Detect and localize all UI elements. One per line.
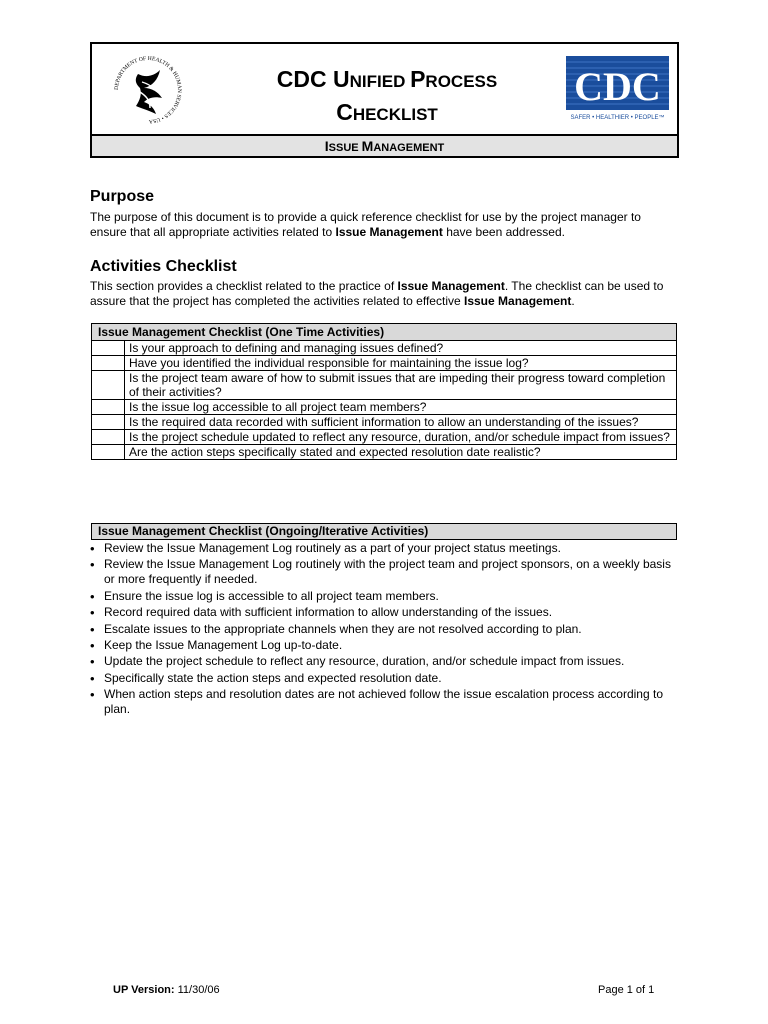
cdc-tagline: SAFER • HEALTHIER • PEOPLE™ xyxy=(570,115,665,121)
table-row xyxy=(92,371,677,400)
document-header xyxy=(90,42,679,158)
checklist-item: Is the issue log accessible to all project team members? xyxy=(125,400,677,415)
list-item: • Review the Issue Management Log routinely with the project team and project sponsors, on a weekly basis or more frequently if needed. xyxy=(90,557,680,587)
table-row xyxy=(92,415,677,430)
document-subtitle: ISSUE MANAGEMENT xyxy=(92,136,677,156)
cdc-logo-icon xyxy=(566,56,669,122)
table-row xyxy=(92,356,677,371)
footer-page-number: Page 1 of 1 xyxy=(598,984,655,996)
one-time-checklist-header: Issue Management Checklist (One Time Activities) xyxy=(92,324,677,341)
list-item: • Escalate issues to the appropriate channels when they are not resolved according to plan. xyxy=(90,622,680,637)
checkbox-cell[interactable] xyxy=(92,415,125,430)
page-title xyxy=(222,64,552,130)
list-item: • When action steps and resolution dates are not achieved follow the issue escalation process according to plan. xyxy=(90,687,680,717)
header-top-row xyxy=(92,44,677,136)
title-line-1: CDC UNIFIED PROCESS xyxy=(276,66,498,92)
checklist-item: Are the action steps specifically stated and expected resolution date realistic? xyxy=(125,445,677,460)
purpose-paragraph: The purpose of this document is to provide a quick reference checklist for use by the project manager to ensure that all appropriate activities related to Issue Management have been addressed. xyxy=(90,210,641,239)
table-row xyxy=(92,341,677,356)
list-item: • Specifically state the action steps and expected resolution date. xyxy=(90,671,680,686)
checkbox-cell[interactable] xyxy=(92,400,125,415)
activities-heading: Activities Checklist xyxy=(90,258,237,275)
ongoing-checklist-list xyxy=(90,541,680,719)
checklist-item: Have you identified the individual responsible for maintaining the issue log? xyxy=(125,356,677,371)
checkbox-cell[interactable] xyxy=(92,371,125,400)
checklist-item: Is the project schedule updated to reflect any resource, duration, and/or schedule impact from issues? xyxy=(125,430,677,445)
cdc-logo-text: CDC xyxy=(574,64,661,109)
footer-version: UP Version: 11/30/06 xyxy=(113,984,220,996)
checkbox-cell[interactable] xyxy=(92,445,125,460)
list-item: • Ensure the issue log is accessible to all project team members. xyxy=(90,589,680,604)
checkbox-cell[interactable] xyxy=(92,341,125,356)
checkbox-cell[interactable] xyxy=(92,356,125,371)
table-header-row xyxy=(92,324,677,341)
checklist-item: Is the project team aware of how to submit issues that are impeding their progress toward completion of their activities? xyxy=(125,371,677,400)
table-row xyxy=(92,445,677,460)
checklist-item: Is your approach to defining and managing issues defined? xyxy=(125,341,677,356)
one-time-checklist-table xyxy=(91,323,677,460)
ongoing-checklist-header: Issue Management Checklist (Ongoing/Iterative Activities) xyxy=(91,523,677,540)
activities-paragraph: This section provides a checklist related to the practice of Issue Management. The checklist can be used to assure that the project has completed the activities related to effective Issue Management. xyxy=(90,279,664,308)
hhs-seal-icon xyxy=(110,52,186,128)
purpose-heading: Purpose xyxy=(90,188,155,205)
list-item: • Update the project schedule to reflect any resource, duration, and/or schedule impact from issues. xyxy=(90,654,680,669)
checkbox-cell[interactable] xyxy=(92,430,125,445)
checklist-item: Is the required data recorded with sufficient information to allow an understanding of the issues? xyxy=(125,415,677,430)
seal-text: DEPARTMENT OF HEALTH & HUMAN SERVICES • USA xyxy=(113,55,183,125)
list-item: • Review the Issue Management Log routinely as a part of your project status meetings. xyxy=(90,541,680,556)
table-row xyxy=(92,430,677,445)
table-row xyxy=(92,400,677,415)
list-item: • Record required data with sufficient information to allow understanding of the issues. xyxy=(90,605,680,620)
list-item: • Keep the Issue Management Log up-to-date. xyxy=(90,638,680,653)
title-line-2: CHECKLIST xyxy=(336,99,438,125)
